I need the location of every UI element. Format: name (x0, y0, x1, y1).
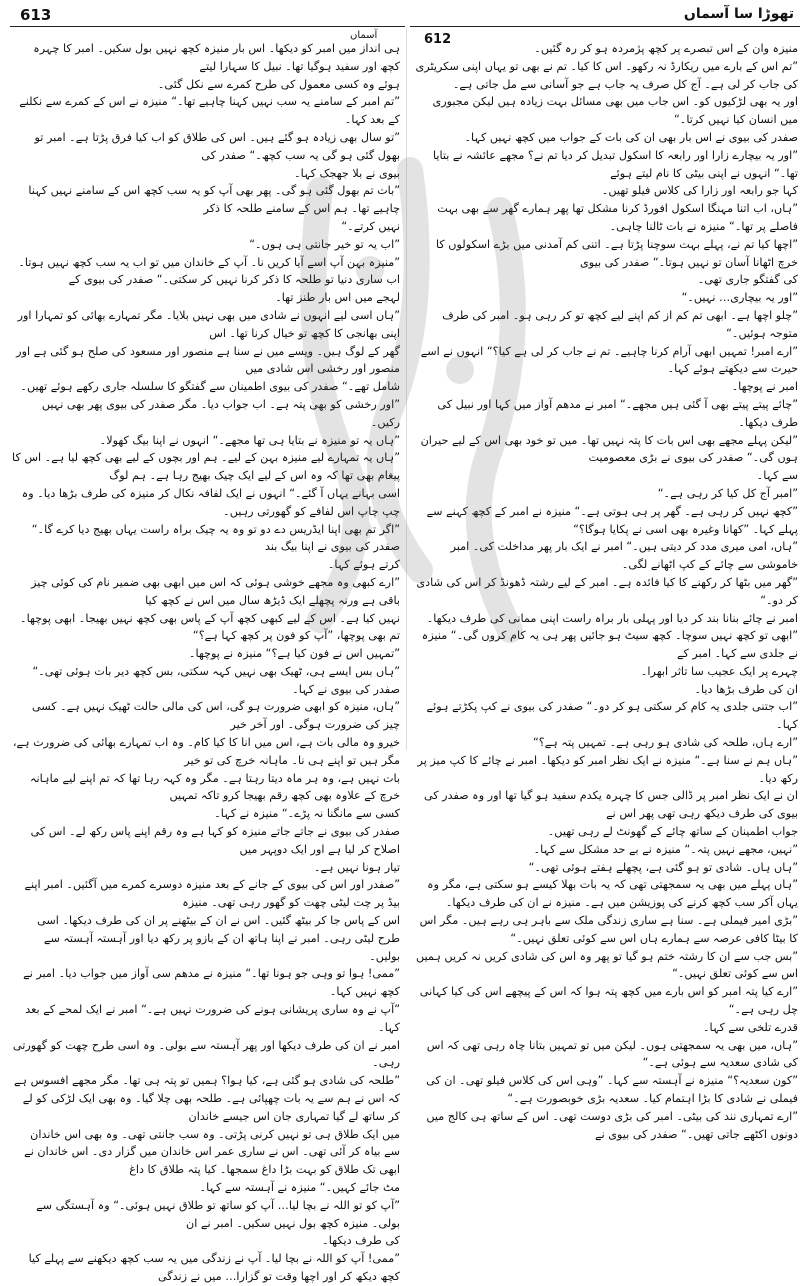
right_page-line: ”چائے پیتے پیتے بھی آ گئی ہیں مجھے۔“ امبر نے مدھم آواز میں کہا اور نبیل کی طرف دیکھا۔ (437, 397, 798, 429)
left_page-line: خیرو وہ مالی بات ہے، اس میں انا کا کیا کام۔ وہ اب تمہارے بھائی کی ضرورت ہے، مگر ہیں تو اپنے ہی نا۔ ماہانہ خرچ کی تو خیر (12, 736, 400, 767)
left_page-line: کرتے ہوئے کہا۔ (327, 558, 400, 572)
right_page-line: ”ارے تمہاری نند کی بیٹی۔ امبر کی بڑی دوست تھی۔ اس کے ساتھ ہی کالج میں دونوں اکٹھے جاتی تھیں۔“ صفدر کی بیوی نے (426, 1109, 798, 1141)
left_page-line: ”ہاں بس ایسے ہی، ٹھیک بھی نہیں کہہ سکتی، بس کچھ دیر بات ہوئی تھی۔“ صفدر کی بیوی نے کہا۔ (32, 664, 400, 696)
right_page-line: منیزہ وان کے اس تبصرے پر کچھ پژمردہ ہو کر رہ گئیں۔ (534, 42, 798, 55)
right_page-line: ”اب جتنی جلدی یہ کام کر سکتی ہو کر دو۔“ صفدر کی بیوی نے کپ پکڑتے ہوئے کہا۔ (426, 700, 798, 732)
left-page-text (12, 40, 400, 1286)
page-gutter (406, 28, 407, 750)
left_page-line: ”اگر تم بھی اپنا ایڈریس دے دو تو وہ یہ چیک براہ راست یہاں بھیج دیا کرے گا۔“ صفدر کی بیوی نے اپنا بیگ بند (31, 522, 400, 554)
right_page-line: ”ابھی تو کچھ نہیں سوچا۔ کچھ سیٹ ہو جائیں پھر ہی یہ کام کروں گی۔“ منیزہ نے جلدی سے کہا۔ امبر کے (421, 629, 798, 661)
left_page-line: ”منیزہ بہن آپ اسے آیا کریں نا۔ آپ کے خاندان میں تو اب یہ سب کچھ نہیں ہوتا۔ اب ساری دنیا تو طلحہ کا ذکر کرنا نہیں کر سکتی۔“ صفدر کی بیوی کے (18, 255, 400, 287)
left_page-line: ”ہاں اسی لیے انہوں نے شادی میں بھی نہیں بلایا۔ مگر تمہارے بھائی کو تمہارا اور اپنی بھانجی کا کچھ تو خیال کرنا تھا۔ اس (17, 308, 400, 340)
right_page-line: ”اور یہ بیچارے زارا اور رابعہ کا اسکول تبدیل کر دیا تم نے؟ مجھے عائشہ نے بتایا تھا۔“ انہوں نے اپنی بیٹی کا نام لیتے ہوئے (432, 148, 798, 180)
right-page-text (414, 40, 798, 1143)
right_page-line: ”ہاں، اب اتنا مہنگا اسکول افورڈ کرنا مشکل تھا پھر ہمارے گھر سے بھی بہت فاصلے پر تھا۔“ منیزہ نے بات ٹالنا چاہی۔ (437, 202, 798, 233)
left-header-rule (10, 26, 405, 27)
right_page-line: ”امبر آج کل کیا کر رہی ہے۔“ (657, 486, 798, 500)
right_page-line: صفدر کی بیوی نے اس بار بھی ان کی بات کے جواب میں کچھ نہیں کہا۔ (464, 130, 798, 144)
left_page-line: ”ممی! ہوا تو وہی جو ہونا تھا۔“ منیزہ نے مدھم سی آواز میں جواب دیا۔ امبر نے کچھ نہیں کہا۔ (23, 967, 400, 999)
left_page-line: کسی سے مانگنا نہ پڑے۔“ منیزہ نے کہا۔ (214, 807, 400, 821)
right_page-line: ”کون سعدیہ؟“ منیزہ نے آہستہ سے کہا۔ ”وہی اس کی کلاس فیلو تھی۔ ان کی فیملی نے شادی کا بڑا اہتمام کیا۔ سعدیہ بڑی خوبصورت ہے۔“ (426, 1074, 798, 1106)
left_page-line: ”تمہیں اس نے فون کیا ہے؟“ منیزہ نے پوچھا۔ (188, 647, 400, 661)
left_page-line: ”آپ نے وہ ساری پریشانی ہونے کی ضرورت نہیں ہے۔“ امبر نے ایک لمحے کے بعد کہا۔ (25, 1003, 400, 1034)
left_page-line: بات نہیں ہے، وہ ہر ماہ دیتا رہتا ہے۔ مگر وہ کہہ رہا تھا کہ تم اپنے لیے ماہانہ خرچ کے علاوہ بھی کچھ رقم بھیجا کرو تاکہ تمہیں (29, 771, 400, 803)
left_page-line: اسی بہانے یہاں آ گئے۔“ انہوں نے ایک لفافہ نکال کر منیزہ کی طرف بڑھا دیا۔ وہ چپ چاپ اس لفافے کو گھورتی رہیں۔ (21, 486, 400, 518)
left_page-line: ”ممی! آپ کو اللہ نے بچا لیا۔ آپ نے زندگی میں یہ سب کچھ دیکھنے سے پہلے کیا کچھ دیکھ کر اور اچھا وقت تو گزارا… میں نے زندگی (28, 1252, 400, 1283)
left_page-line: ”ارے کبھی وہ مجھے خوشی ہوئی کہ اس میں ابھی بھی ضمیر نام کی کوئی چیز باقی ہے ورنہ پچھلے ایک ڈیڑھ سال میں اس نے کچھ کیا (31, 575, 400, 607)
right_page-line: چہرے پر ایک عجیب سا تاثر ابھرا۔ (640, 664, 798, 678)
right_page-line: قدرے تلخی سے کہا۔ (703, 1020, 798, 1034)
left_page-line: ”ہاں یہ تو منیزہ نے بتایا ہی تھا مجھے۔“ انہوں نے اپنا بیگ کھولا۔ (99, 433, 400, 447)
right_page-line: سے کہا۔ (756, 469, 798, 483)
right_page-line: ”ہاں پہلے میں بھی یہ سمجھتی تھی کہ یہ بات بھلا کیسے ہو سکتی ہے، مگر وہ یہاں آکر سب کچھ کرنے کی پوزیشن میں ہے۔ منیزہ نے ان کی طرف دیکھا۔ (427, 878, 798, 910)
right_page-line: ”ارے امبر! تمہیں ابھی آرام کرنا چاہیے۔ تم نے جاب کر لی ہے کیا؟“ انہوں نے اسے حیرت سے دیکھتے ہوئے کہا۔ (420, 344, 798, 376)
right_page-line: ”ارے ہاں، طلحہ کی شادی ہو رہی ہے۔ تمہیں پتہ ہے؟“ (533, 736, 798, 750)
left_page-line: نہیں کرتے۔“ (341, 219, 400, 233)
left_page-line: اس کے پاس جا کر بیٹھ گئیں۔ اس نے ان کے بیٹھنے پر ان کی طرف دیکھا۔ اسی طرح لیٹی رہی۔ امبر نے اپنا ہاتھ ان کے بازو پر رکھ دیا اور آہستہ آہستہ سے بولیں۔ (37, 914, 400, 963)
left_page-line: لہجے میں اس بار طنز تھا۔ (275, 291, 400, 305)
left_page-line: ”بات تم بھول گئی ہو گی۔ پھر بھی آپ کو یہ سب کچھ اس کے سامنے نہیں کہنا چاہیے تھا۔ ہم اس کے سامنے طلحہ کا ذکر (28, 184, 400, 216)
left_page-line: ”ہاں، منیزہ کو ابھی ضرورت ہو گی، اس کی مالی حالت ٹھیک نہیں ہے۔ کسی چیز کی ضرورت ہوگی۔ اور آخر خیر (31, 700, 400, 732)
left-running-title: آسماں (350, 30, 378, 41)
right_page-line: ”اچھا کیا تم نے، پہلے بہت سوچنا پڑتا ہے۔ اتنی کم آمدنی میں بڑے اسکولوں کا خرچ اٹھانا آسان تو نہیں ہوتا۔“ صفدر کی بیوی (436, 237, 798, 269)
left_page-line: ”اور رخشی کو بھی پتہ ہے۔ اب جواب دیا۔ مگر صفدر کی بیوی پھر بھی نہیں رکیں۔ (41, 397, 400, 429)
left_page-line: ”صفدر اور اس کی بیوی کے جانے کے بعد منیزہ دوسرے کمرے میں آگئیں۔ امبر اپنے بیڈ پر چت لیٹی چھت کو گھور رہی تھی۔ منیزہ (24, 878, 400, 910)
right_page-line: امبر نے پوچھا۔ (731, 380, 798, 394)
right_page-line: ”بڑی امیر فیملی ہے۔ سنا ہے ساری زندگی ملک سے باہر ہی رہے ہیں۔ مگر اس کا بیٹا کافی عرصہ سے ہمارے ہاں اس سے کوئی تعلق نہیں۔“ (419, 914, 798, 945)
right_page-line: ان کی طرف بڑھا دیا۔ (694, 682, 798, 696)
right_page-line: ”ارے کیا پتہ امبر کو اس بارے میں کچھ پتہ ہوا کہ اس کے پیچھے اس کی کیا کہانی چل رہی ہے۔“ (419, 985, 798, 1017)
right_page-line: ”گھر میں بٹھا کر رکھنے کا کیا فائدہ ہے۔ امبر کے لیے رشتہ ڈھونڈ کر اس کی شادی کر دو۔“ (416, 575, 798, 607)
right_page-line: ”نہیں، مجھے نہیں پتہ۔“ منیزہ نے بے حد مشکل سے کہا۔ (533, 842, 798, 856)
left_page-line: کی طرف دیکھا۔ (322, 1234, 400, 1248)
left_page-line: ”تم امبر کے سامنے یہ سب نہیں کہنا چاہیے تھا۔“ منیزہ نے اس کے کمرے سے نکلنے کے بعد کہا۔ (19, 95, 400, 127)
left_page-line: شامل تھے۔“ صفدر کی بیوی اطمینان سے گفتگو کا سلسلہ جاری رکھے ہوئے تھیں۔ (20, 380, 400, 394)
right_page-line: ”ہاں ہم نے سنا ہے۔“ منیزہ نے ایک نظر امبر کو دیکھا۔ امبر نے چائے کا کپ میز پر رکھ دیا۔ (417, 753, 798, 785)
right_page-line: ”بس جب سے ان کا رشتہ ختم ہو گیا تو پھر وہ اس کی شادی کریں نہ کریں ہمیں اس سے کوئی تعلق نہیں۔“ (415, 949, 798, 981)
left_page-line: میں ایک طلاق ہی تو نہیں کرنی پڑتی۔ وہ سب جانتی تھی۔ وہ بھی اس خاندان سے بیاہ کر آئی تھی۔ اس نے ساری عمر اس خاندان میں گزار دی۔ اس خاندان نے ابھی تک طلاق کو بہت بڑا داغ سمجھا۔ کیا پتہ طلاق کا داغ (24, 1127, 400, 1177)
left_page-line: ”اب یہ تو خیر جانتی ہی ہوں۔“ (249, 237, 400, 251)
left_page-line: گھر کے لوگ ہیں۔ ویسے میں نے سنا ہے منصور اور مسعود کی صلح ہو گئی ہے اور منصور اور رخشی اس شادی میں (16, 344, 400, 376)
left_page-line: ”طلحہ کی شادی ہو گئی ہے، کیا ہوا؟ ہمیں تو پتہ ہی تھا۔ مگر مجھے افسوس ہے کہ اس نے ہم سے یہ بات چھپائی ہے۔ طلحہ بھی چلا گیا۔ وہ بھی ایک لڑکی کو لے کر ساتھ لے گیا تمہاری جان اس جیسے خاندان (13, 1074, 400, 1123)
right_page-line: ”تم اس کے بارے میں ریکارڈ نہ رکھو۔ اس کا کیا۔ تم نے بھی تو یہاں اپنی سکریٹری کی جاب کر لی ہے۔ آج کل صرف یہ جاب ہے جو آسانی سے مل جاتی ہے۔ (415, 59, 798, 91)
right_page-line: ”چلو اچھا ہے۔ ابھی تم کم از کم اپنے لیے کچھ تو کر رہی ہو۔ امبر کی طرف متوجہ ہوئیں۔“ (442, 308, 798, 340)
left_page-line: صفدر کی بیوی نے جاتے جاتے منیزہ کو کہا ہے وہ رقم اپنے پاس رکھ لے۔ اس کی اصلاح کر لیا ہے اور ایک دوپہر میں (30, 825, 400, 856)
left_page-line: تیار ہونا نہیں ہے۔ (313, 860, 400, 874)
right-header-rule (410, 26, 800, 27)
right_page-line: ”ہاں، امی میری مدد کر دیتی ہیں۔“ امبر نے ایک بار پھر مداخلت کی۔ امبر خاموشی سے چائے کے کپ اٹھانے لگی۔ (450, 540, 798, 572)
right_page-line: ”ہاں، میں بھی یہ سمجھتی ہوں۔ لیکن میں تو تمہیں بتانا چاہ رہی تھی کہ اس کی شادی سعدیہ سے ہوئی ہے۔“ (426, 1038, 798, 1070)
right_page-line: ”اور یہ بیچاری… نہیں۔“ (681, 291, 798, 305)
left_page-line: ہی انداز میں امبر کو دیکھا۔ اس بار منیزہ کچھ نہیں بول سکیں۔ امبر کا چہرہ کچھ اور سفید ہوگیا تھا۔ نبیل کا سہارا لیتے (33, 42, 400, 73)
left_page-line: نہیں کیا ہے۔ اس کے لیے کبھی کچھ آپ کے پاس بھی کچھ نہیں بھیجا۔ ابھی پوچھا۔ تم بھی پوچھا، ”آپ کو فون پر کچھ کہا ہے؟“ (20, 611, 400, 643)
right_page-line: جواب اطمینان کے ساتھ چائے کے گھونٹ لے رہی تھیں۔ (547, 825, 798, 839)
right_page-line: ان نے ایک نظر امبر پر ڈالی جس کا چہرہ یکدم سفید ہو گیا تھا اور وہ صفدر کی بیوی کی طرف دیکھ رہی تھی پھر اس نے (423, 789, 798, 821)
right-running-title: تھوڑا سا آسماں (683, 6, 794, 22)
right_page-line: اور یہ بھی لڑکیوں کو۔ اس جاب میں بھی مسائل بہت زیادہ ہیں لیکن مجبوری میں انسان کیا نہیں کرتا۔“ (432, 95, 798, 127)
right_page-line: ”کچھ نہیں کر رہی ہے۔ گھر پر ہی ہوتی ہے۔“ منیزہ نے امبر کے کچھ کہنے سے پہلے کہا۔ ”کھانا وغیرہ بھی اسی نے پکایا ہوگا؟“ (426, 504, 798, 536)
right_page-line: ”لیکن پہلے مجھے بھی اس بات کا پتہ نہیں تھا۔ میں تو خود بھی اس کے لیے حیران ہوں گی۔“ صفدر کی بیوی نے بڑی معصومیت (420, 433, 798, 465)
left-page-number: 613 (20, 6, 52, 24)
left_page-line: ہوئے وہ کسی معمول کی طرح کمرے سے نکل گئی۔ (157, 77, 400, 91)
right-page-number: 612 (424, 32, 452, 47)
right_page-line: کی گفتگو جاری تھی۔ (697, 273, 798, 287)
left_page-line: ”آپ کو تو اللہ نے بچا لیا… آپ کو ساتھ تو طلاق نہیں ہوئی۔“ وہ آہستگی سے بولی۔ منیزہ کچھ بول نہیں سکیں۔ امبر نے ان (36, 1198, 400, 1230)
left_page-line: امبر نے ان کی طرف دیکھا اور پھر آہستہ سے بولی۔ وہ اسی طرح چھت کو گھورتی رہی۔ (12, 1038, 400, 1070)
left_page-line: بیوی نے بلا جھجک کہا۔ (294, 166, 400, 180)
right_page-line: کہا جو رابعہ اور زارا کی کلاس فیلو تھیں۔ (601, 184, 798, 198)
left_page-line: ”ہاں یہ تمہارے لیے منیزہ بہن کے لیے۔ ہم اور بچوں کے لیے بھی کچھ لیا ہے۔ اس کا پیغام بھی تھا کہ وہ اس کے لیے ایک چیک بھیج رہا ہے۔ ہم لوگ (12, 451, 400, 483)
right_page-line: ”ہاں ہاں۔ شادی تو ہو گئی ہے، پچھلے ہفتے ہوئی تھی۔“ (528, 860, 798, 874)
left_page-line: ”تو سال بھی زیادہ ہو گئے ہیں۔ اس کی طلاق کو اب کیا فرق پڑتا ہے۔ امبر تو بھول گئی ہو گی یہ سب کچھ۔“ صفدر کی (34, 130, 400, 162)
left_page-line: مٹ جائے کہیں۔“ منیزہ نے آہستہ سے کہا۔ (199, 1181, 400, 1194)
right_page-line: امبر نے چائے بنانا بند کر دیا اور پہلی بار براہ راست اپنی ممانی کی طرف دیکھا۔ (426, 611, 798, 625)
